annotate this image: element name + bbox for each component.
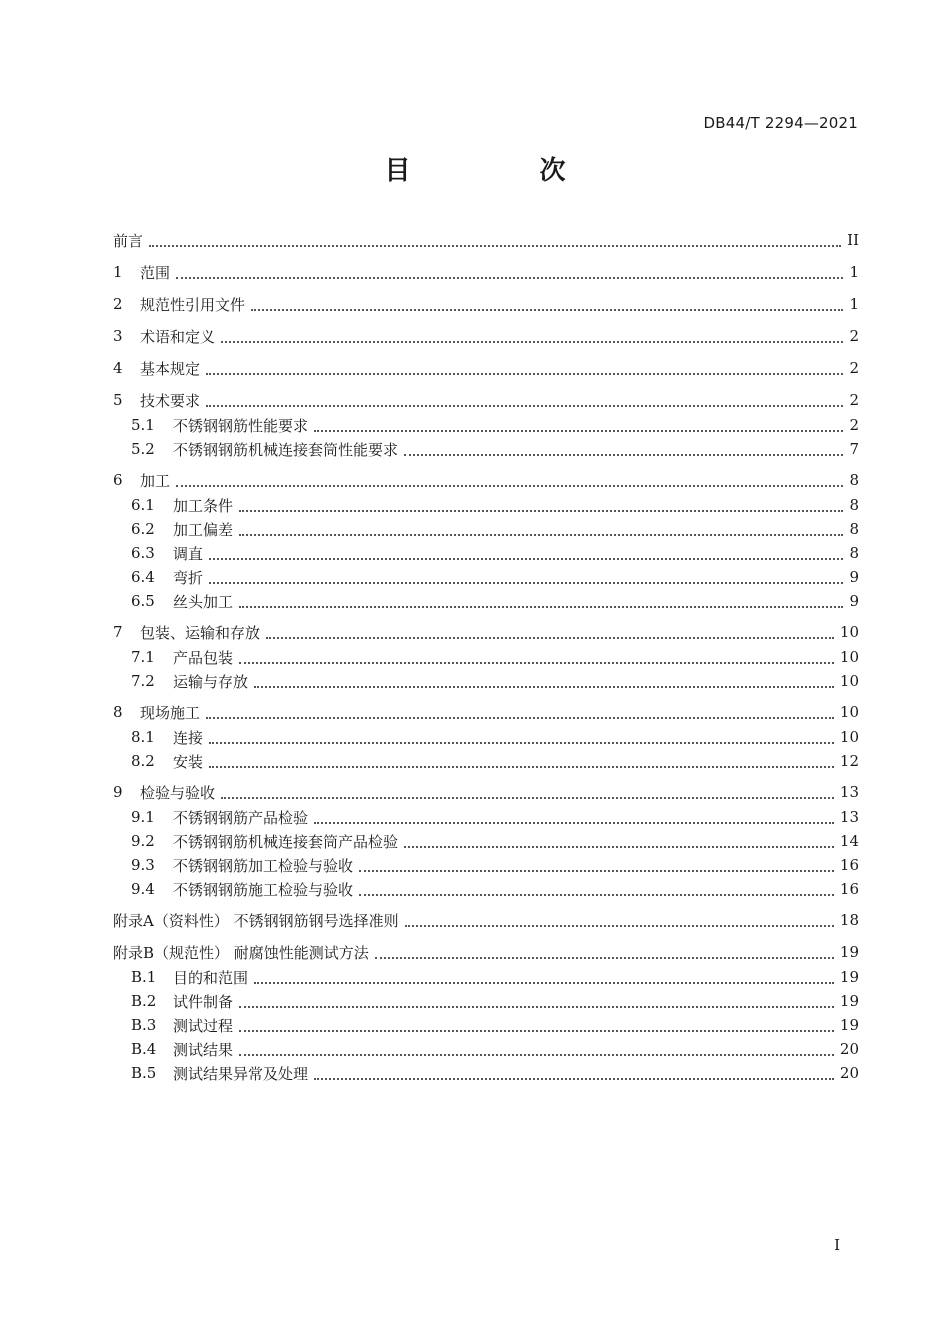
toc-entry-number: 5.1 bbox=[131, 416, 155, 434]
toc-entry[interactable] bbox=[113, 621, 859, 643]
page-number: I bbox=[834, 1236, 840, 1254]
toc-entry-number: 9 bbox=[113, 783, 123, 801]
toc-entry-page: 20 bbox=[839, 1040, 859, 1058]
toc-entry[interactable] bbox=[113, 438, 859, 460]
toc-entry-number: 6.1 bbox=[131, 496, 155, 514]
toc-dot-leader bbox=[209, 741, 834, 744]
toc-dot-leader bbox=[209, 765, 834, 768]
toc-entry-label: 产品包装 bbox=[173, 648, 234, 667]
toc-entry[interactable] bbox=[113, 293, 859, 315]
toc-entry-label: 不锈钢钢筋性能要求 bbox=[173, 416, 309, 435]
toc-entry[interactable] bbox=[113, 750, 859, 772]
toc-entry-page: 2 bbox=[849, 416, 859, 434]
toc-entry-page: 18 bbox=[839, 911, 859, 929]
toc-entry[interactable] bbox=[113, 261, 859, 283]
toc-entry-label: 规范性引用文件 bbox=[140, 295, 246, 314]
toc-entry-page: 16 bbox=[839, 880, 859, 898]
toc-dot-leader bbox=[239, 533, 843, 536]
toc-dot-leader bbox=[239, 661, 834, 664]
toc-entry-page: 9 bbox=[849, 568, 859, 586]
toc-entry-label: 现场施工 bbox=[140, 703, 201, 722]
toc-dot-leader bbox=[221, 340, 843, 343]
toc-entry[interactable] bbox=[113, 670, 859, 692]
toc-dot-leader bbox=[209, 557, 843, 560]
toc-entry-page: 8 bbox=[849, 544, 859, 562]
toc-entry[interactable] bbox=[113, 494, 859, 516]
toc-entry[interactable] bbox=[113, 878, 859, 900]
toc-entry-number: 1 bbox=[113, 263, 123, 281]
toc-entry-label: 加工条件 bbox=[173, 496, 234, 515]
toc-entry-page: 1 bbox=[849, 263, 859, 281]
toc-dot-leader bbox=[404, 453, 843, 456]
toc-entry-number: 6.5 bbox=[131, 592, 155, 610]
toc-dot-leader bbox=[149, 244, 841, 247]
toc-entry-label: 连接 bbox=[173, 728, 204, 747]
toc-entry[interactable] bbox=[113, 990, 859, 1012]
toc-entry-number: 5.2 bbox=[131, 440, 155, 458]
toc-entry-label: 测试过程 bbox=[173, 1016, 234, 1035]
page-title: 目 次 bbox=[384, 156, 626, 186]
toc-entry-page: 10 bbox=[839, 672, 859, 690]
toc-entry[interactable] bbox=[113, 726, 859, 748]
toc-entry-page: 1 bbox=[849, 295, 859, 313]
toc-entry-number: 6.3 bbox=[131, 544, 155, 562]
toc-entry[interactable] bbox=[113, 701, 859, 723]
toc-entry-number: 9.1 bbox=[131, 808, 155, 826]
toc-dot-leader bbox=[266, 636, 834, 639]
toc-entry-page: 19 bbox=[839, 943, 859, 961]
toc-entry-label: 测试结果 bbox=[173, 1040, 234, 1059]
toc-entry-page: 13 bbox=[839, 783, 859, 801]
toc-entry-number: B.4 bbox=[131, 1040, 157, 1058]
toc-entry-label: 附录A（资料性） 不锈钢钢筋钢号选择准则 bbox=[113, 911, 399, 930]
toc-dot-leader bbox=[254, 685, 834, 688]
toc-entry-page: II bbox=[847, 231, 859, 249]
toc-dot-leader bbox=[239, 605, 843, 608]
toc-entry-number: 6 bbox=[113, 471, 123, 489]
toc-entry-page: 9 bbox=[849, 592, 859, 610]
toc-entry-page: 19 bbox=[839, 968, 859, 986]
toc-entry-page: 2 bbox=[849, 327, 859, 345]
toc-entry[interactable] bbox=[113, 542, 859, 564]
toc-entry-label: 技术要求 bbox=[140, 391, 201, 410]
toc-entry-label: 前言 bbox=[113, 231, 144, 250]
toc-entry[interactable] bbox=[113, 325, 859, 347]
toc-entry-label: 附录B（规范性） 耐腐蚀性能测试方法 bbox=[113, 943, 369, 962]
toc-entry-page: 7 bbox=[849, 440, 859, 458]
toc-entry-number: 8.2 bbox=[131, 752, 155, 770]
toc-entry-number: 6.2 bbox=[131, 520, 155, 538]
toc-entry-label: 加工 bbox=[140, 471, 171, 490]
toc-entry-page: 10 bbox=[839, 648, 859, 666]
toc-entry-label: 丝头加工 bbox=[173, 592, 234, 611]
toc-dot-leader bbox=[404, 845, 834, 848]
toc-entry-label: 不锈钢钢筋施工检验与验收 bbox=[173, 880, 354, 899]
toc-dot-leader bbox=[251, 308, 843, 311]
toc-entry-label: 不锈钢钢筋产品检验 bbox=[173, 808, 309, 827]
toc-entry-page: 19 bbox=[839, 992, 859, 1010]
toc-entry[interactable] bbox=[113, 909, 859, 931]
table-of-contents bbox=[113, 0, 859, 1344]
toc-entry-label: 不锈钢钢筋加工检验与验收 bbox=[173, 856, 354, 875]
toc-dot-leader bbox=[221, 796, 834, 799]
toc-entry[interactable] bbox=[113, 566, 859, 588]
toc-entry[interactable] bbox=[113, 469, 859, 491]
toc-entry-page: 8 bbox=[849, 520, 859, 538]
toc-entry-page: 8 bbox=[849, 471, 859, 489]
toc-dot-leader bbox=[359, 893, 834, 896]
toc-entry-number: 8 bbox=[113, 703, 123, 721]
toc-entry-number: 4 bbox=[113, 359, 123, 377]
toc-entry[interactable] bbox=[113, 229, 859, 251]
toc-entry[interactable] bbox=[113, 646, 859, 668]
toc-entry-page: 19 bbox=[839, 1016, 859, 1034]
toc-entry-page: 20 bbox=[839, 1064, 859, 1082]
toc-dot-leader bbox=[239, 1053, 834, 1056]
toc-dot-leader bbox=[405, 924, 834, 927]
toc-entry-number: B.1 bbox=[131, 968, 157, 986]
toc-dot-leader bbox=[239, 1029, 834, 1032]
toc-entry[interactable] bbox=[113, 1062, 859, 1084]
toc-dot-leader bbox=[206, 404, 843, 407]
toc-entry-number: 9.4 bbox=[131, 880, 155, 898]
toc-entry-number: B.2 bbox=[131, 992, 157, 1010]
toc-entry-page: 10 bbox=[839, 623, 859, 641]
toc-entry-page: 16 bbox=[839, 856, 859, 874]
toc-entry-label: 弯折 bbox=[173, 568, 204, 587]
toc-entry-number: 2 bbox=[113, 295, 123, 313]
toc-entry[interactable] bbox=[113, 806, 859, 828]
toc-entry-page: 13 bbox=[839, 808, 859, 826]
toc-entry-label: 调直 bbox=[173, 544, 204, 563]
toc-entry-label: 术语和定义 bbox=[140, 327, 216, 346]
toc-entry-page: 2 bbox=[849, 391, 859, 409]
toc-entry-label: 测试结果异常及处理 bbox=[173, 1064, 309, 1083]
toc-entry-number: B.5 bbox=[131, 1064, 157, 1082]
toc-entry-page: 10 bbox=[839, 728, 859, 746]
toc-entry-label: 包装、运输和存放 bbox=[140, 623, 261, 642]
toc-entry-label: 基本规定 bbox=[140, 359, 201, 378]
toc-dot-leader bbox=[176, 276, 843, 279]
toc-dot-leader bbox=[254, 981, 834, 984]
toc-entry[interactable] bbox=[113, 830, 859, 852]
toc-entry-label: 加工偏差 bbox=[173, 520, 234, 539]
toc-entry-number: 5 bbox=[113, 391, 123, 409]
toc-dot-leader bbox=[239, 1005, 834, 1008]
toc-dot-leader bbox=[176, 484, 843, 487]
toc-entry[interactable] bbox=[113, 518, 859, 540]
toc-entry-number: 3 bbox=[113, 327, 123, 345]
toc-dot-leader bbox=[206, 716, 834, 719]
toc-entry-number: 9.2 bbox=[131, 832, 155, 850]
toc-entry-number: 7.1 bbox=[131, 648, 155, 666]
toc-entry-page: 8 bbox=[849, 496, 859, 514]
toc-entry[interactable] bbox=[113, 1014, 859, 1036]
toc-entry-page: 2 bbox=[849, 359, 859, 377]
toc-entry[interactable] bbox=[113, 1038, 859, 1060]
toc-entry-number: B.3 bbox=[131, 1016, 157, 1034]
toc-entry[interactable] bbox=[113, 357, 859, 379]
toc-entry-label: 试件制备 bbox=[173, 992, 234, 1011]
toc-dot-leader bbox=[375, 956, 834, 959]
toc-entry-label: 范围 bbox=[140, 263, 171, 282]
toc-dot-leader bbox=[206, 372, 843, 375]
toc-dot-leader bbox=[209, 581, 843, 584]
toc-entry-page: 10 bbox=[839, 703, 859, 721]
toc-entry[interactable] bbox=[113, 781, 859, 803]
toc-entry-number: 7.2 bbox=[131, 672, 155, 690]
toc-dot-leader bbox=[314, 429, 843, 432]
toc-entry-label: 目的和范围 bbox=[173, 968, 249, 987]
toc-entry-label: 不锈钢钢筋机械连接套筒性能要求 bbox=[173, 440, 399, 459]
toc-entry-number: 7 bbox=[113, 623, 123, 641]
toc-entry-page: 14 bbox=[839, 832, 859, 850]
toc-entry-number: 6.4 bbox=[131, 568, 155, 586]
toc-dot-leader bbox=[359, 869, 834, 872]
toc-entry-number: 9.3 bbox=[131, 856, 155, 874]
standard-code: DB44/T 2294—2021 bbox=[703, 114, 858, 132]
toc-entry-label: 安装 bbox=[173, 752, 204, 771]
toc-entry[interactable] bbox=[113, 590, 859, 612]
toc-entry-label: 不锈钢钢筋机械连接套筒产品检验 bbox=[173, 832, 399, 851]
toc-dot-leader bbox=[314, 821, 834, 824]
toc-entry-label: 检验与验收 bbox=[140, 783, 216, 802]
toc-entry[interactable] bbox=[113, 389, 859, 411]
toc-entry-page: 12 bbox=[839, 752, 859, 770]
toc-entry[interactable] bbox=[113, 854, 859, 876]
toc-entry[interactable] bbox=[113, 941, 859, 963]
toc-entry-number: 8.1 bbox=[131, 728, 155, 746]
toc-entry-label: 运输与存放 bbox=[173, 672, 249, 691]
toc-dot-leader bbox=[239, 509, 843, 512]
toc-entry[interactable] bbox=[113, 966, 859, 988]
toc-dot-leader bbox=[314, 1077, 834, 1080]
toc-entry[interactable] bbox=[113, 414, 859, 436]
